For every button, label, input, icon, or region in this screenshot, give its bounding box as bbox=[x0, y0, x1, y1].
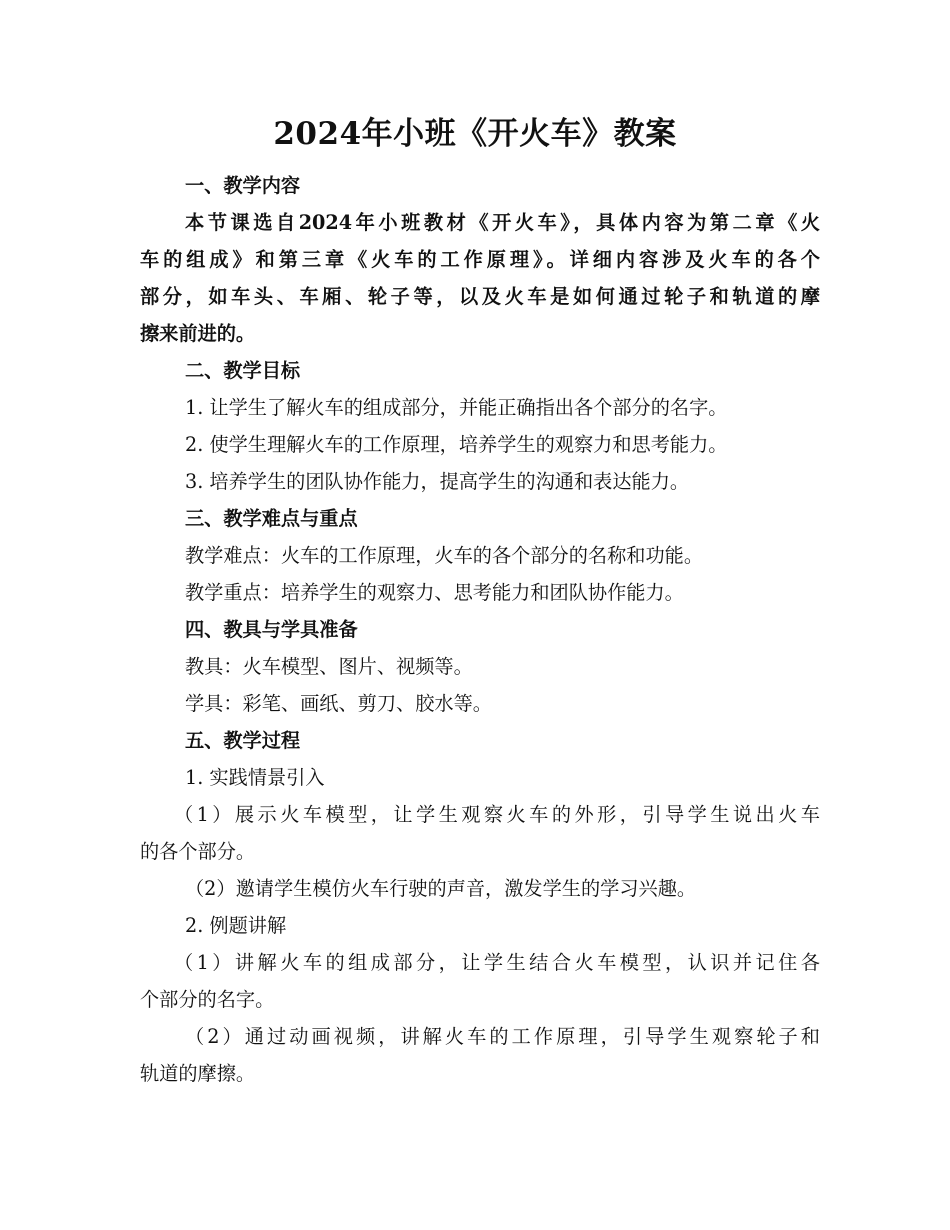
paragraph-line: （2）邀请学生模仿火车行驶的声音，激发学生的学习兴趣。 bbox=[185, 877, 697, 900]
teaching-aids-line: 教具：火车模型、图片、视频等。 bbox=[185, 655, 473, 678]
paragraph-line: 个部分的名字。 bbox=[140, 988, 275, 1011]
goal-item: 1. 让学生了解火车的组成部分，并能正确指出各个部分的名字。 bbox=[185, 396, 728, 419]
paragraph-line: 轨道的摩擦。 bbox=[140, 1062, 256, 1085]
step-label: 1. 实践情景引入 bbox=[185, 766, 325, 789]
key-point-line: 教学重点：培养学生的观察力、思考能力和团队协作能力。 bbox=[185, 581, 684, 604]
section-heading-materials: 四、教具与学具准备 bbox=[185, 618, 358, 641]
paragraph-line: 擦来前进的。 bbox=[140, 322, 256, 345]
paragraph-line: 本节课选自2024年小班教材《开火车》，具体内容为第二章《火 bbox=[185, 211, 820, 234]
goal-item: 2. 使学生理解火车的工作原理，培养学生的观察力和思考能力。 bbox=[185, 433, 728, 456]
paragraph-line: （1）讲解火车的组成部分，让学生结合火车模型，认识并记住各 bbox=[174, 951, 820, 974]
difficulty-line: 教学难点：火车的工作原理，火车的各个部分的名称和功能。 bbox=[185, 544, 704, 567]
step-label: 2. 例题讲解 bbox=[185, 914, 287, 937]
section-heading-teaching-goals: 二、教学目标 bbox=[185, 359, 301, 382]
paragraph-line: 的各个部分。 bbox=[140, 840, 256, 863]
section-heading-process: 五、教学过程 bbox=[185, 729, 301, 752]
section-heading-difficulties: 三、教学难点与重点 bbox=[185, 507, 358, 530]
page-title: 2024年小班《开火车》教案 bbox=[273, 116, 677, 152]
goal-item: 3. 培养学生的团队协作能力，提高学生的沟通和表达能力。 bbox=[185, 470, 690, 493]
paragraph-line: （1）展示火车模型，让学生观察火车的外形，引导学生说出火车 bbox=[174, 803, 820, 826]
paragraph-line: 车的组成》和第三章《火车的工作原理》。详细内容涉及火车的各个 bbox=[140, 248, 820, 271]
paragraph-line: （2）通过动画视频，讲解火车的工作原理，引导学生观察轮子和 bbox=[185, 1025, 820, 1048]
student-materials-line: 学具：彩笔、画纸、剪刀、胶水等。 bbox=[185, 692, 492, 715]
paragraph-line: 部分，如车头、车厢、轮子等，以及火车是如何通过轮子和轨道的摩 bbox=[140, 285, 820, 308]
section-heading-teaching-content: 一、教学内容 bbox=[185, 174, 301, 197]
